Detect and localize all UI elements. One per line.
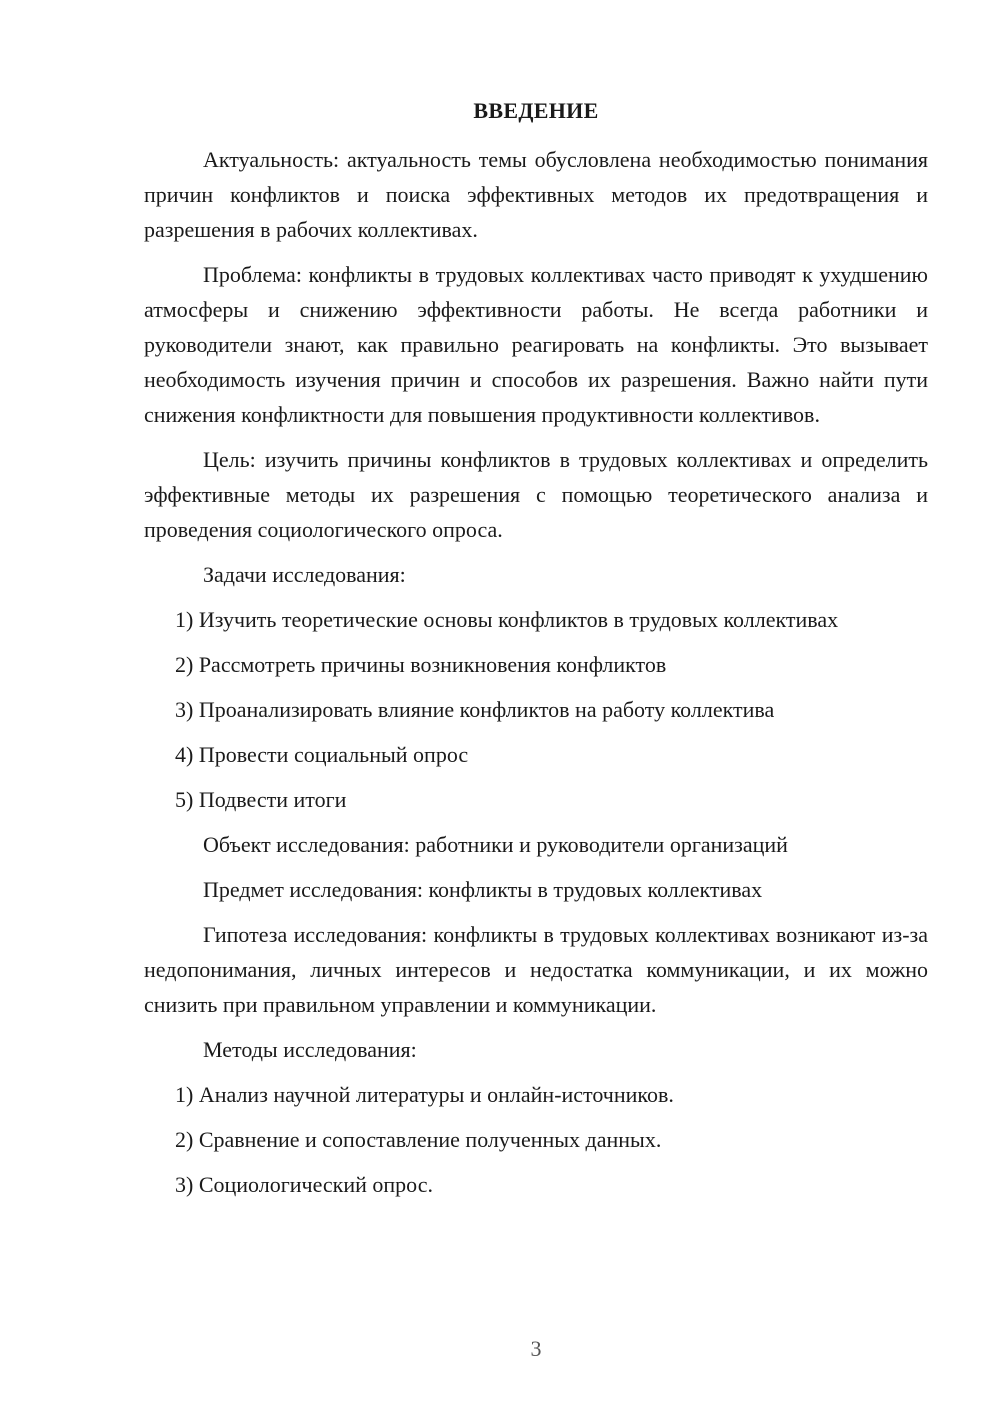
relevance-paragraph: Актуальность: актуальность темы обусловлена необходимостью понимания причин конфликтов и поиска эффективных методов их предотвращения и разрешения в рабочих коллективах. [144, 147, 928, 242]
methods-heading: Методы исследования: [203, 1037, 417, 1062]
page-number: 3 [530, 1336, 542, 1361]
document-body [144, 142, 928, 1212]
goal-paragraph: Цель: изучить причины конфликтов в трудовых коллективах и определить эффективные методы их разрешения с помощью теоретического анализа и проведения социологического опроса. [144, 447, 928, 542]
tasks-list [144, 602, 928, 817]
problem-paragraph: Проблема: конфликты в трудовых коллективах часто приводят к ухудшению атмосферы и снижению эффективности работы. Не всегда работники и руководители знают, как правильно реагировать на конфликты. Это вызывает необходимость изучения причин и способов их разрешения. Важно найти пути снижения конфликтности для повышения продуктивности коллективов. [144, 262, 928, 427]
list-item: 4) Провести социальный опрос [175, 742, 469, 767]
list-item: 2) Рассмотреть причины возникновения конфликтов [175, 652, 667, 677]
list-item: 2) Сравнение и сопоставление полученных данных. [175, 1127, 662, 1152]
object-paragraph: Объект исследования: работники и руководители организаций [203, 832, 788, 857]
subject-paragraph: Предмет исследования: конфликты в трудовых коллективах [203, 877, 763, 902]
list-item: 1) Изучить теоретические основы конфликтов в трудовых коллективах [175, 607, 839, 632]
tasks-heading: Задачи исследования: [203, 562, 406, 587]
list-item: 5) Подвести итоги [175, 787, 347, 812]
list-item: 1) Анализ научной литературы и онлайн-источников. [175, 1082, 674, 1107]
page-title: ВВЕДЕНИЕ [473, 98, 599, 123]
methods-list [144, 1077, 928, 1202]
list-item: 3) Социологический опрос. [175, 1172, 433, 1197]
hypothesis-paragraph: Гипотеза исследования: конфликты в трудовых коллективах возникают из-за недопонимания, личных интересов и недостатка коммуникации, и их можно снизить при правильном управлении и коммуникации. [144, 922, 928, 1017]
list-item: 3) Проанализировать влияние конфликтов на работу коллектива [175, 697, 775, 722]
